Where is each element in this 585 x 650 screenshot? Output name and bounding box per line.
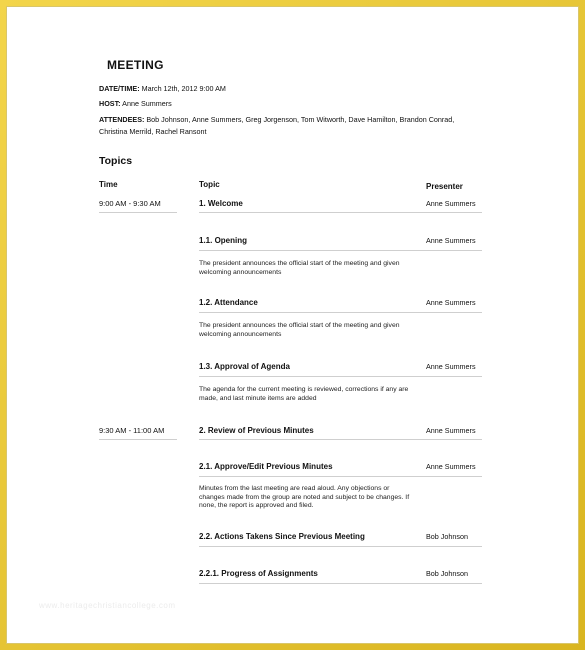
document-page [6,6,579,644]
row-divider [199,212,482,213]
row-presenter: Anne Summers [426,426,476,435]
date-line [99,83,226,95]
time-divider [99,212,177,213]
row-description: Minutes from the last meeting are read aloud. Any objections or changes made from the group are noted and subject to be changes. If none, the report is approved and filed. [199,485,410,510]
row-divider [199,439,482,440]
row-time: 9:30 AM - 11:00 AM [99,426,165,435]
date-value: March 12th, 2012 9:00 AM [141,84,226,93]
row-time: 9:00 AM - 9:30 AM [99,199,161,208]
column-header-presenter: Presenter [426,182,463,191]
row-presenter: Anne Summers [426,236,476,245]
row-divider [199,546,482,547]
row-description: The president announces the official start of the meeting and given welcoming announcements [199,260,400,276]
column-header-topic: Topic [199,180,220,189]
row-topic: 2.2. Actions Takens Since Previous Meeting [199,532,365,541]
document-title: MEETING [107,58,164,72]
time-divider [99,439,177,440]
row-divider [199,250,482,251]
row-topic: 1.2. Attendance [199,298,258,307]
host-label: HOST: [99,99,121,108]
date-label: DATE/TIME: [99,84,140,93]
attendees-label: ATTENDEES: [99,115,145,124]
row-topic: 2.2.1. Progress of Assignments [199,569,318,578]
row-divider [199,376,482,377]
row-presenter: Bob Johnson [426,532,468,541]
column-header-time: Time [99,180,118,189]
row-divider [199,312,482,313]
row-topic: 2. Review of Previous Minutes [199,426,314,435]
row-description: The agenda for the current meeting is reviewed, corrections if any are made, and last minute items are added [199,386,409,402]
row-divider [199,583,482,584]
row-presenter: Anne Summers [426,362,476,371]
row-presenter: Bob Johnson [426,569,468,578]
row-topic: 1.3. Approval of Agenda [199,362,290,371]
host-value: Anne Summers [122,99,172,108]
row-topic: 1.1. Opening [199,236,248,245]
row-topic: 1. Welcome [199,199,243,208]
watermark-text: www.heritagechristiancollege.com [39,601,176,610]
row-presenter: Anne Summers [426,298,476,307]
host-line [99,98,172,110]
attendees-value: Bob Johnson, Anne Summers, Greg Jorgenson, Tom Witworth, Dave Hamilton, Brandon Conrad, Christina Merrild, Rachel Ransont [99,115,455,136]
row-topic: 2.1. Approve/Edit Previous Minutes [199,462,333,471]
row-divider [199,476,482,477]
attendees-line [99,114,474,138]
row-presenter: Anne Summers [426,199,476,208]
row-description: The president announces the official start of the meeting and given welcoming announcements [199,322,400,338]
row-presenter: Anne Summers [426,462,476,471]
topics-heading: Topics [99,155,133,167]
